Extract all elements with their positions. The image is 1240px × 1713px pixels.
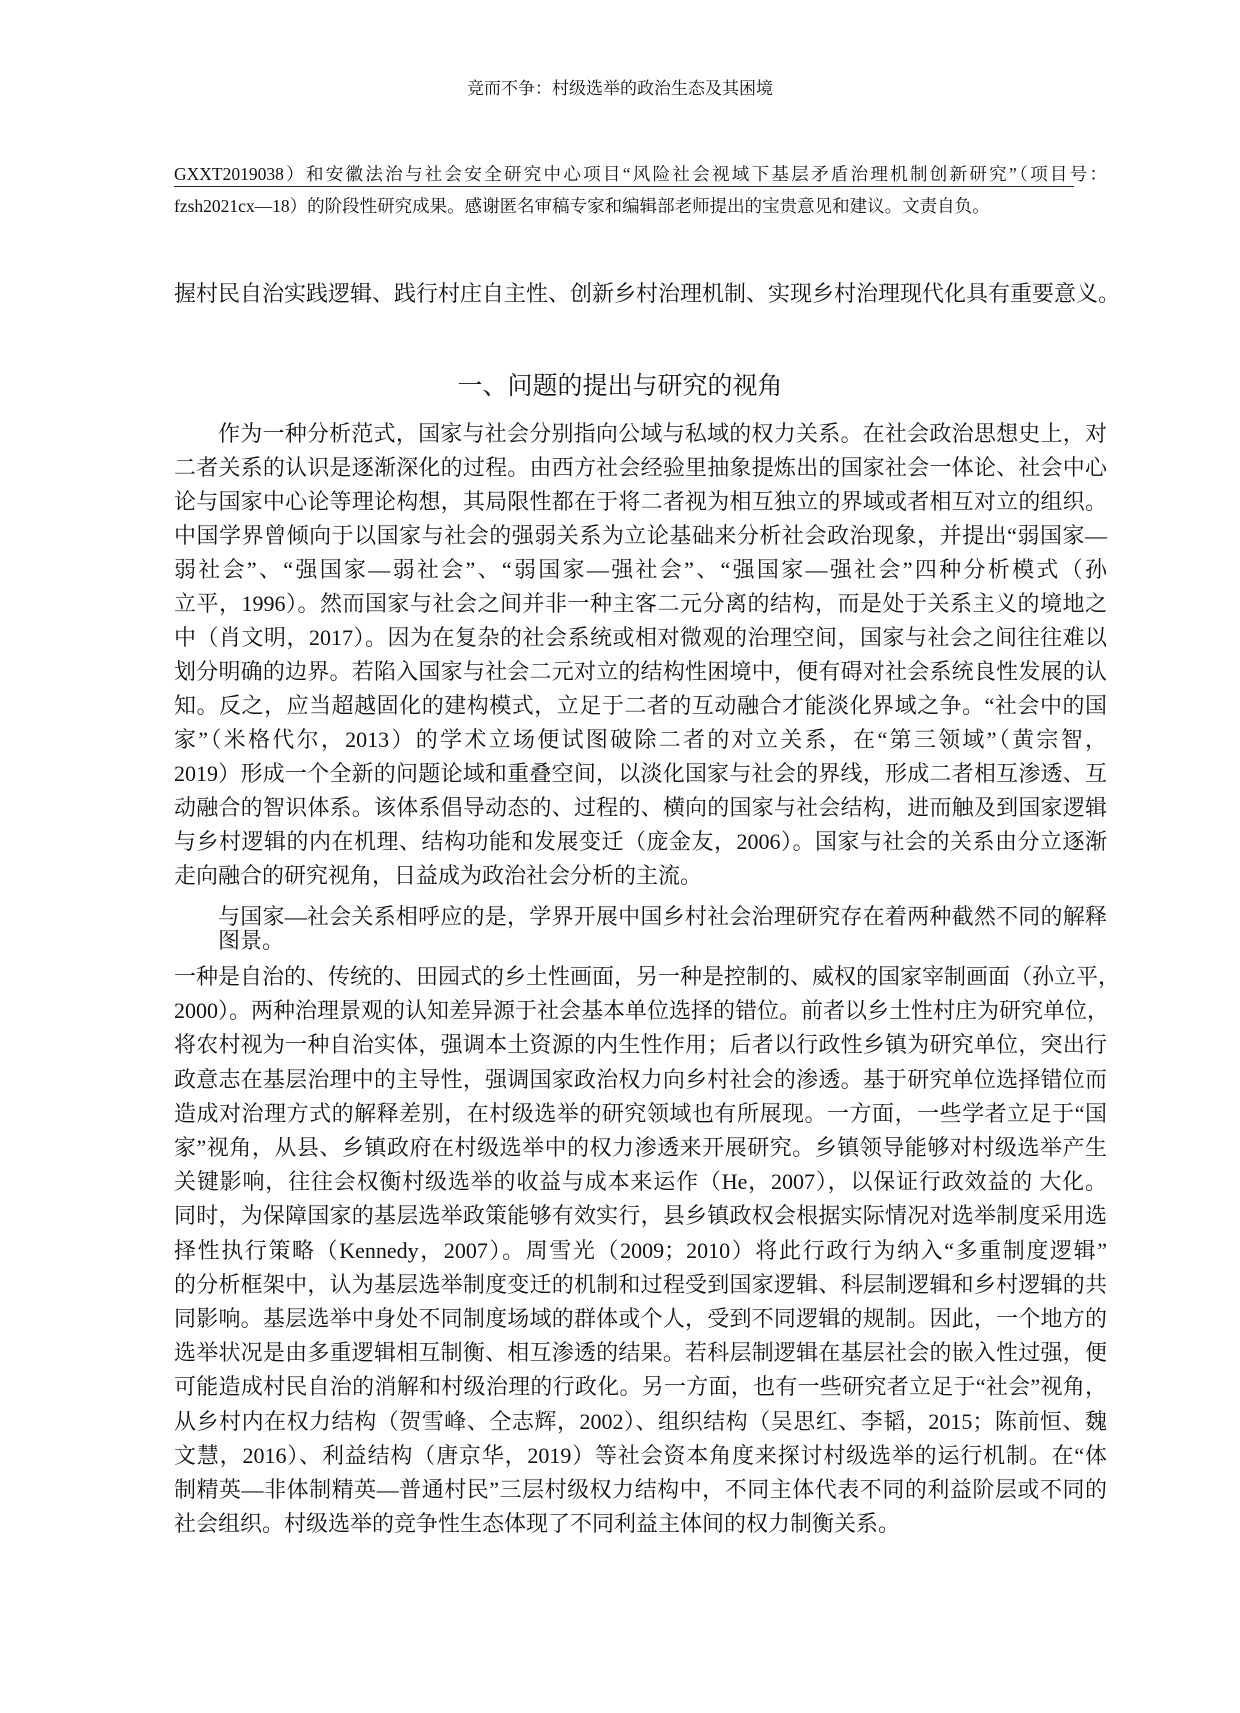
text-line: 二者关系的认识是逐渐深化的过程。由西方社会经验里抽象提炼出的国家社会一体论、社会中心: [174, 455, 1107, 480]
text-line: 从乡村内在权力结构（贺雪峰、仝志辉，2002）、组织结构（吴思红、李韬，2015；陈前恒、魏: [174, 1408, 1107, 1434]
text-line: 作为一种分析范式，国家与社会分别指向公域与私域的权力关系。在社会政治思想史上，对: [218, 421, 1107, 446]
footnote-divider: [174, 186, 1074, 187]
text-line: 制精英—非体制精英—普通村民”三层村级权力结构中，不同主体代表不同的利益阶层或不同的: [174, 1477, 1107, 1502]
text-line: 中（肖文明，2017）。因为在复杂的社会系统或相对微观的治理空间，国家与社会之间往往难以: [174, 625, 1107, 650]
text-line: 弱社会”、“强国家—弱社会”、“弱国家—强社会”、“强国家—强社会”四种分析模式（孙: [174, 557, 1107, 582]
text-line: 同影响。基层选举中身处不同制度场域的群体或个人，受到不同逻辑的规制。因此，一个地方的: [174, 1306, 1107, 1331]
intro-line: 握村民自治实践逻辑、践行村庄自主性、创新乡村治理机制、实现乡村治理现代化具有重要意义。: [174, 281, 1121, 306]
text-line: 可能造成村民自治的消解和村级治理的行政化。另一方面，也有一些研究者立足于“社会”视角，: [174, 1374, 1107, 1400]
footnote-line: fzsh2021cx—18）的阶段性研究成果。感谢匿名审稿专家和编辑部老师提出的宝贵意见和建议。文责自负。: [174, 196, 990, 216]
text-line: 造成对治理方式的解释差别，在村级选举的研究领域也有所展现。一方面，一些学者立足于“国: [174, 1100, 1107, 1126]
footnote-line: GXXT2019038）和安徽法治与社会安全研究中心项目“风险社会视域下基层矛盾治理机制创新研究”（项目号：: [174, 164, 1107, 184]
text-line: 2000）。两种治理景观的认知差异源于社会基本单位选择的错位。前者以乡土性村庄为研究单位，: [174, 998, 1110, 1024]
text-line: 划分明确的边界。若陷入国家与社会二元对立的结构性困境中，便有碍对社会系统良性发展的认: [174, 659, 1107, 684]
text-line: 一种是自治的、传统的、田园式的乡土性画面，另一种是控制的、威权的国家宰制画面（孙立平，: [174, 964, 1121, 989]
text-line: 图景。: [218, 928, 285, 953]
text-line: 家”（米格代尔，2013）的学术立场便试图破除二者的对立关系，在“第三领域”（黄宗智，: [174, 727, 1107, 752]
text-line: 关键影响，往往会权衡村级选举的收益与成本来运作（He，2007），以保证行政效益的 大化。: [174, 1169, 1107, 1195]
text-line: 文慧，2016）、利益结构（唐京华，2019）等社会资本角度来探讨村级选举的运行机制。在“体: [174, 1442, 1107, 1468]
text-line: 论与国家中心论等理论构想，其局限性都在于将二者视为相互独立的界域或者相互对立的组织。: [174, 489, 1107, 514]
running-header: 竞而不争：村级选举的政治生态及其困境: [467, 79, 773, 98]
text-line: 家”视角，从县、乡镇政府在村级选举中的权力渗透来开展研究。乡镇领导能够对村级选举产生: [174, 1135, 1107, 1160]
text-line: 择性执行策略（Kennedy，2007）。周雪光（2009；2010）将此行政行为纳入“多重制度逻辑”: [174, 1237, 1107, 1263]
text-line: 2019）形成一个全新的问题论域和重叠空间，以淡化国家与社会的界线，形成二者相互渗透、互: [174, 761, 1107, 786]
text-line: 社会组织。村级选举的竞争性生态体现了不同利益主体间的权力制衡关系。: [174, 1511, 901, 1537]
text-line: 同时，为保障国家的基层选举政策能够有效实行，县乡镇政权会根据实际情况对选举制度采用选: [174, 1203, 1107, 1229]
text-line: 选举状况是由多重逻辑相互制衡、相互渗透的结果。若科层制逻辑在基层社会的嵌入性过强，便: [174, 1340, 1107, 1366]
text-line: 政意志在基层治理中的主导性，强调国家政治权力向乡村社会的渗透。基于研究单位选择错位而: [174, 1066, 1107, 1092]
text-line: 将农村视为一种自治实体，强调本土资源的内生性作用；后者以行政性乡镇为研究单位，突出行: [174, 1032, 1107, 1058]
text-line: 知。反之，应当超越固化的建构模式，立足于二者的互动融合才能淡化界域之争。“社会中的国: [174, 693, 1107, 718]
text-line: 立平，1996）。然而国家与社会之间并非一种主客二元分离的结构，而是处于关系主义的境地之: [174, 591, 1107, 616]
text-line: 动融合的智识体系。该体系倡导动态的、过程的、横向的国家与社会结构，进而触及到国家逻辑: [174, 795, 1107, 820]
text-line: 中国学界曾倾向于以国家与社会的强弱关系为立论基础来分析社会政治现象，并提出“弱国家—: [174, 523, 1107, 548]
section-heading: 一、问题的提出与研究的视角: [457, 371, 783, 400]
text-line: 走向融合的研究视角，日益成为政治社会分析的主流。: [174, 863, 703, 888]
text-line: 与国家—社会关系相呼应的是，学界开展中国乡村社会治理研究存在着两种截然不同的解释: [218, 904, 1107, 929]
text-line: 的分析框架中，认为基层选举制度变迁的机制和过程受到国家逻辑、科层制逻辑和乡村逻辑的共: [174, 1271, 1107, 1297]
text-line: 与乡村逻辑的内在机理、结构功能和发展变迁（庞金友，2006）。国家与社会的关系由分立逐渐: [174, 829, 1107, 854]
